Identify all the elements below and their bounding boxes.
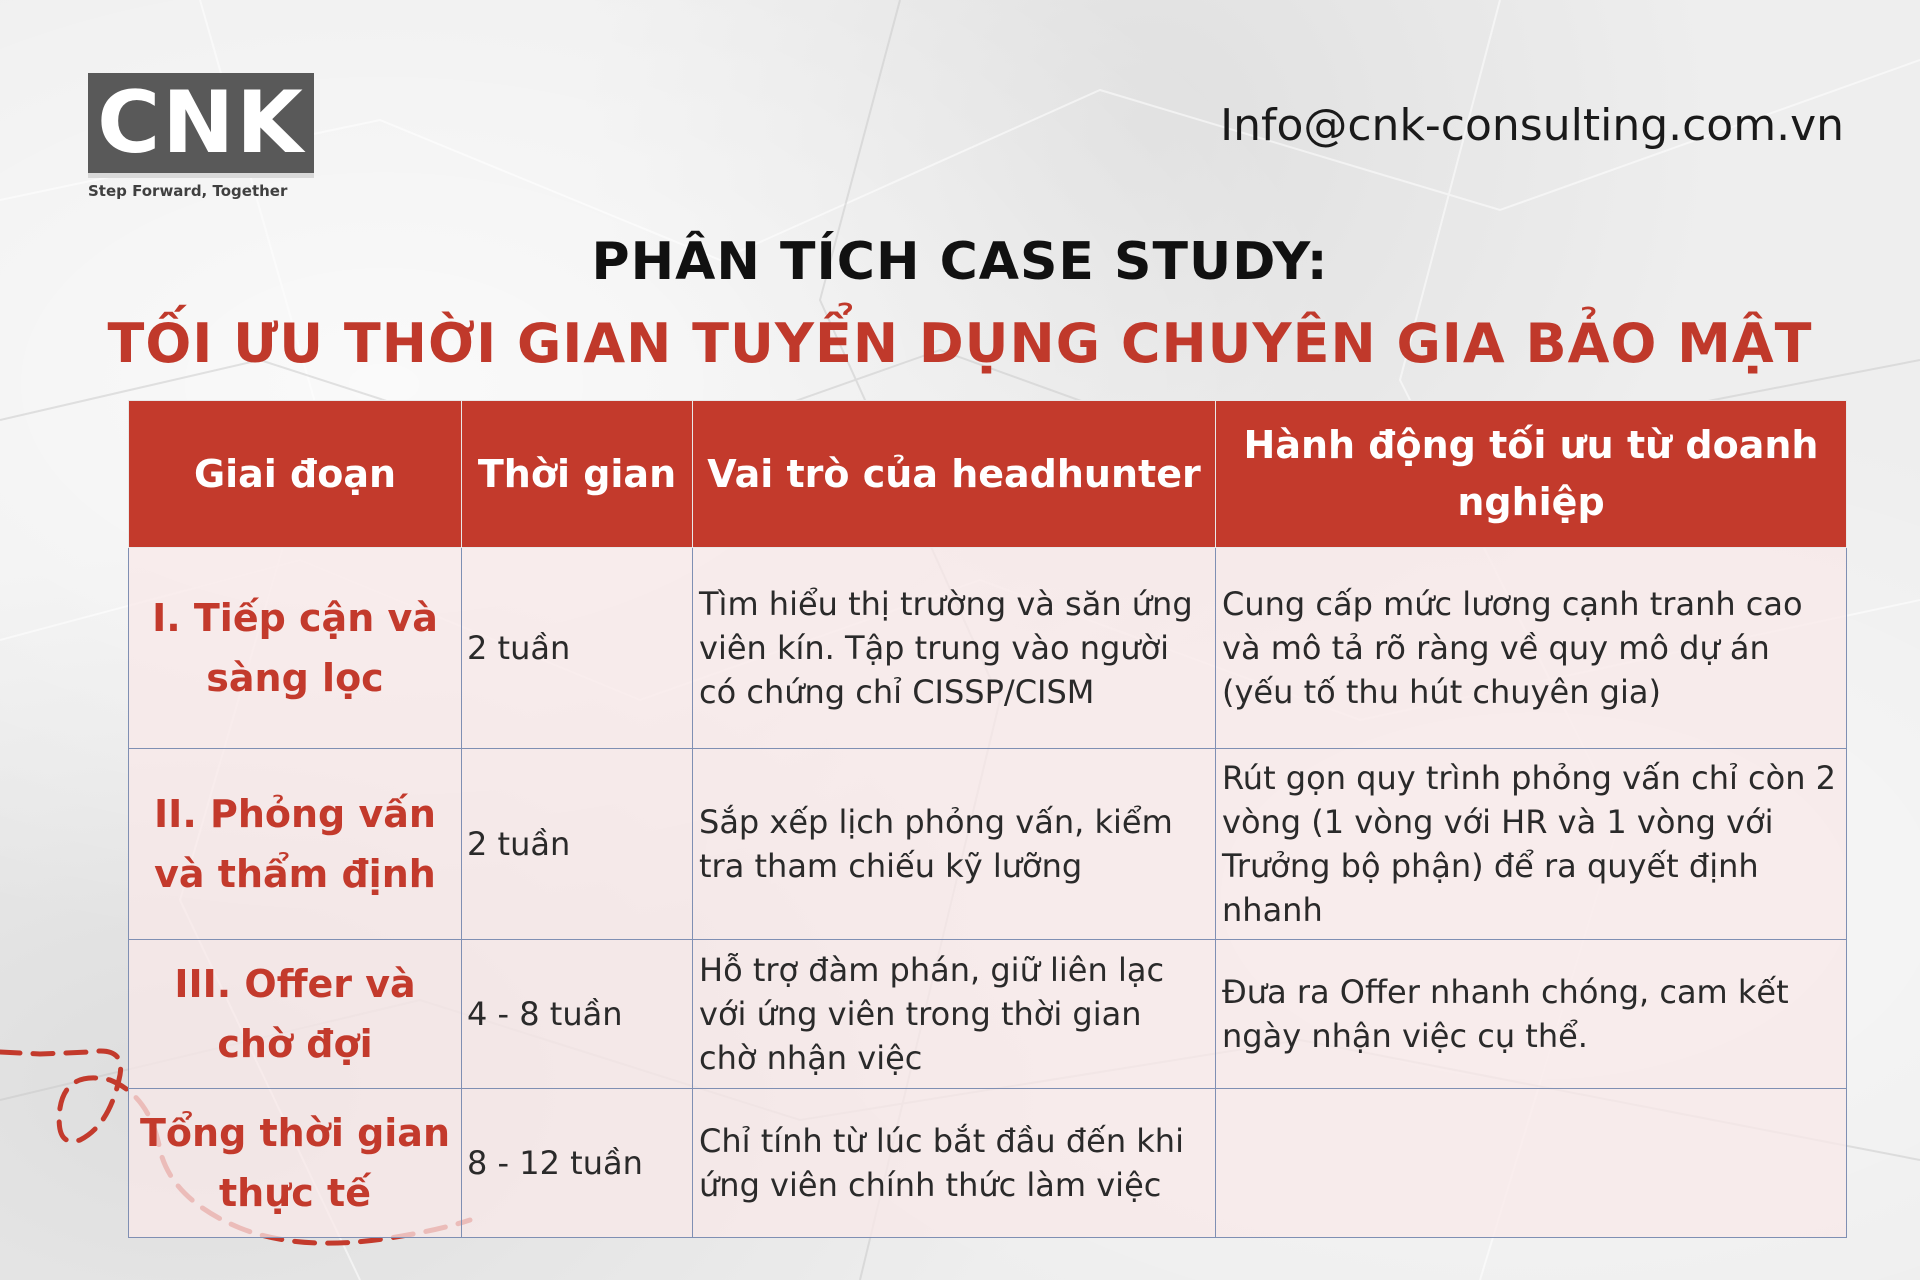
headhunter-cell: Hỗ trợ đàm phán, giữ liên lạc với ứng viên trong thời gian chờ nhận việc: [693, 940, 1216, 1089]
page-title: PHÂN TÍCH CASE STUDY:: [591, 232, 1329, 292]
duration-cell: 2 tuần: [462, 548, 693, 749]
duration-cell: 8 - 12 tuần: [462, 1089, 693, 1238]
headhunter-cell: Sắp xếp lịch phỏng vấn, kiểm tra tham chiếu kỹ lưỡng: [693, 749, 1216, 940]
duration-cell: 4 - 8 tuần: [462, 940, 693, 1089]
action-cell: Đưa ra Offer nhanh chóng, cam kết ngày nhận việc cụ thể.: [1216, 940, 1847, 1089]
stage-cell: III. Offer và chờ đợi: [129, 940, 462, 1089]
headhunter-cell: Chỉ tính từ lúc bắt đầu đến khi ứng viên chính thức làm việc: [693, 1089, 1216, 1238]
logo-box: [88, 73, 314, 178]
table-row: [129, 749, 1847, 940]
action-cell: Rút gọn quy trình phỏng vấn chỉ còn 2 vòng (1 vòng với HR và 1 vòng với Trưởng bộ phận) để ra quyết định nhanh: [1216, 749, 1847, 940]
headhunter-cell: Tìm hiểu thị trường và săn ứng viên kín. Tập trung vào người có chứng chỉ CISSP/CISM: [693, 548, 1216, 749]
table-row-total: [129, 1089, 1847, 1238]
table-row: [129, 940, 1847, 1089]
header-headhunter-role: Vai trò của headhunter: [693, 401, 1216, 548]
duration-cell: 2 tuần: [462, 749, 693, 940]
table-row: [129, 548, 1847, 749]
logo-text: CNK: [97, 73, 305, 173]
action-cell: Cung cấp mức lương cạnh tranh cao và mô tả rõ ràng về quy mô dự án (yếu tố thu hút chuyên gia): [1216, 548, 1847, 749]
action-cell: [1216, 1089, 1847, 1238]
table-header-row: [129, 401, 1847, 548]
page-subtitle: TỐI ƯU THỜI GIAN TUYỂN DỤNG CHUYÊN GIA BẢO MẬT: [107, 312, 1813, 375]
logo-tagline: Step Forward, Together: [88, 182, 288, 200]
header-duration: Thời gian: [462, 401, 693, 548]
case-study-table: [128, 400, 1846, 1238]
cnk-logo: [88, 73, 314, 200]
stage-cell: I. Tiếp cận và sàng lọc: [129, 548, 462, 749]
stage-cell: II. Phỏng vấn và thẩm định: [129, 749, 462, 940]
stage-cell: Tổng thời gian thực tế: [129, 1089, 462, 1238]
contact-email: Info@cnk-consulting.com.vn: [1220, 100, 1844, 151]
header-stage: Giai đoạn: [129, 401, 462, 548]
header-business-action: Hành động tối ưu từ doanh nghiệp: [1216, 401, 1847, 548]
